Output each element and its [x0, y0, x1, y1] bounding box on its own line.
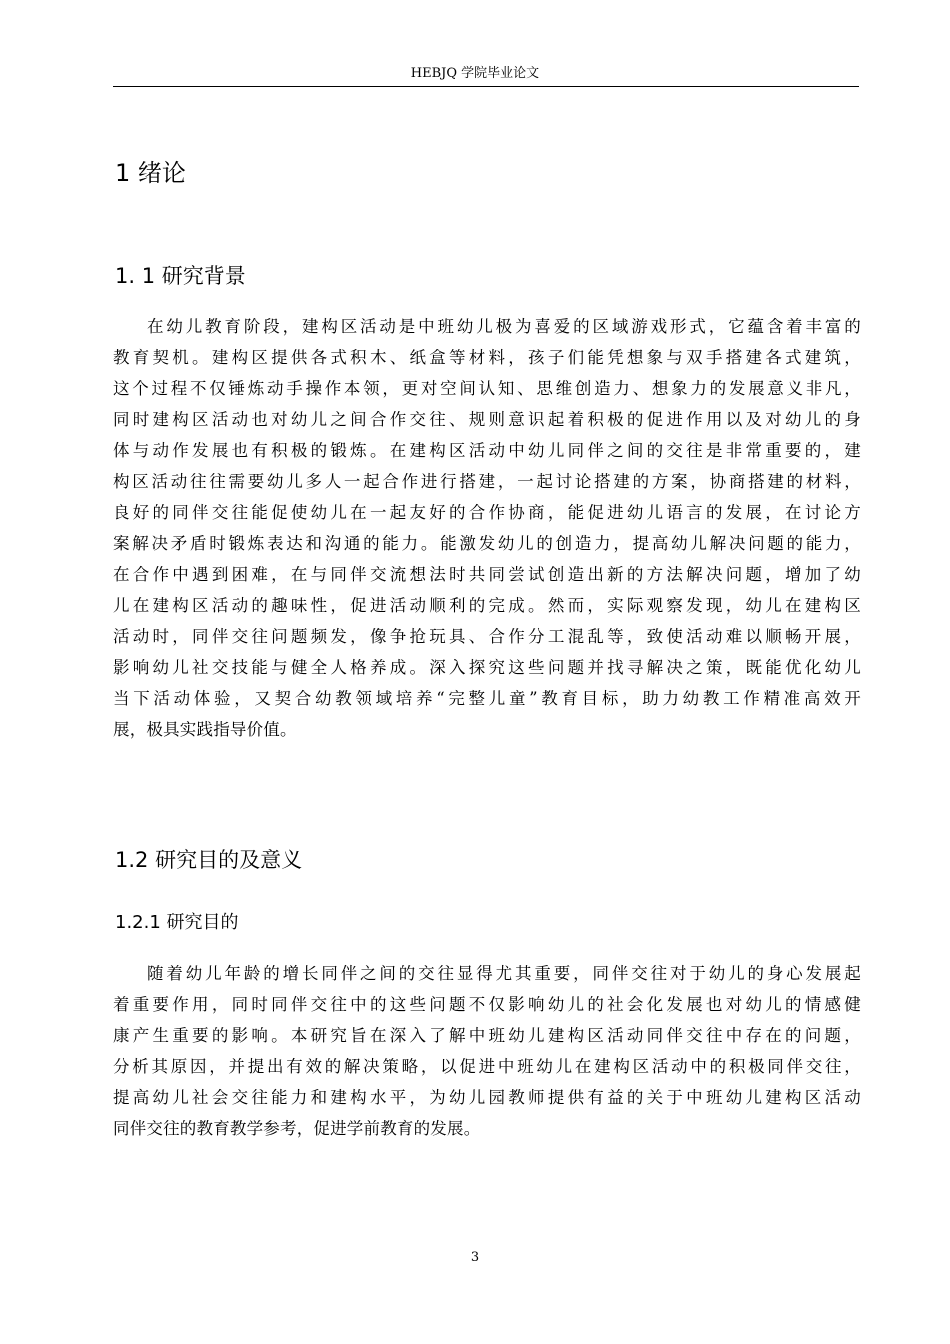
paragraph-line: 康产生重要的影响。本研究旨在深入了解中班幼儿建构区活动同伴交往中存在的问题，	[113, 1026, 861, 1045]
paragraph-line: 同伴交往的教育教学参考，促进学前教育的发展。	[113, 1119, 481, 1138]
paragraph-line: 当下活动体验，又契合幼教领域培养“完整儿童”教育目标，助力幼教工作精准高效开	[113, 689, 861, 708]
paragraph-purpose	[113, 958, 861, 1144]
paragraph-line: 案解决矛盾时锻炼表达和沟通的能力。能激发幼儿的创造力，提高幼儿解决问题的能力，	[113, 534, 861, 553]
paragraph-line: 分析其原因，并提出有效的解决策略，以促进中班幼儿在建构区活动中的积极同伴交往，	[113, 1057, 861, 1076]
paragraph-line: 在幼儿教育阶段，建构区活动是中班幼儿极为喜爱的区域游戏形式，它蕴含着丰富的	[147, 317, 861, 336]
running-header: HEBJQ 学院毕业论文	[410, 66, 540, 81]
paragraph-line: 同时建构区活动也对幼儿之间合作交往、规则意识起着积极的促进作用以及对幼儿的身	[113, 410, 861, 429]
paragraph-line: 构区活动往往需要幼儿多人一起合作进行搭建，一起讨论搭建的方案，协商搭建的材料，	[113, 472, 861, 491]
paragraph-line: 在合作中遇到困难，在与同伴交流想法时共同尝试创造出新的方法解决问题，增加了幼	[113, 565, 861, 584]
paragraph-line: 良好的同伴交往能促使幼儿在一起友好的合作协商，能促进幼儿语言的发展，在讨论方	[113, 503, 861, 522]
paragraph-line: 这个过程不仅锤炼动手操作本领，更对空间认知、思维创造力、想象力的发展意义非凡，	[113, 379, 861, 398]
paragraph-line: 体与动作发展也有积极的锻炼。在建构区活动中幼儿同伴之间的交往是非常重要的，建	[113, 441, 861, 460]
paragraph-background	[113, 311, 861, 745]
paragraph-line: 着重要作用，同时同伴交往中的这些问题不仅影响幼儿的社会化发展也对幼儿的情感健	[113, 995, 861, 1014]
paragraph-line: 影响幼儿社交技能与健全人格养成。深入探究这些问题并找寻解决之策，既能优化幼儿	[113, 658, 861, 677]
paragraph-line: 提高幼儿社会交往能力和建构水平，为幼儿园教师提供有益的关于中班幼儿建构区活动	[113, 1088, 861, 1107]
paragraph-line: 随着幼儿年龄的增长同伴之间的交往显得尤其重要，同伴交往对于幼儿的身心发展起	[147, 964, 861, 983]
page-number: 3	[470, 1250, 480, 1265]
paragraph-line: 儿在建构区活动的趣味性，促进活动顺利的完成。然而，实际观察发现，幼儿在建构区	[113, 596, 861, 615]
paragraph-line: 活动时，同伴交往问题频发，像争抢玩具、合作分工混乱等，致使活动难以顺畅开展，	[113, 627, 861, 646]
chapter-title: 1 绪论	[115, 159, 186, 187]
subsection-title-purpose: 1.2.1 研究目的	[115, 912, 239, 933]
section-title-background: 1. 1 研究背景	[115, 264, 246, 288]
paragraph-line: 教育契机。建构区提供各式积木、纸盒等材料，孩子们能凭想象与双手搭建各式建筑，	[113, 348, 861, 367]
header-rule	[113, 86, 859, 87]
section-title-purpose-significance: 1.2 研究目的及意义	[115, 848, 303, 872]
paragraph-line: 展，极具实践指导价值。	[113, 720, 297, 739]
